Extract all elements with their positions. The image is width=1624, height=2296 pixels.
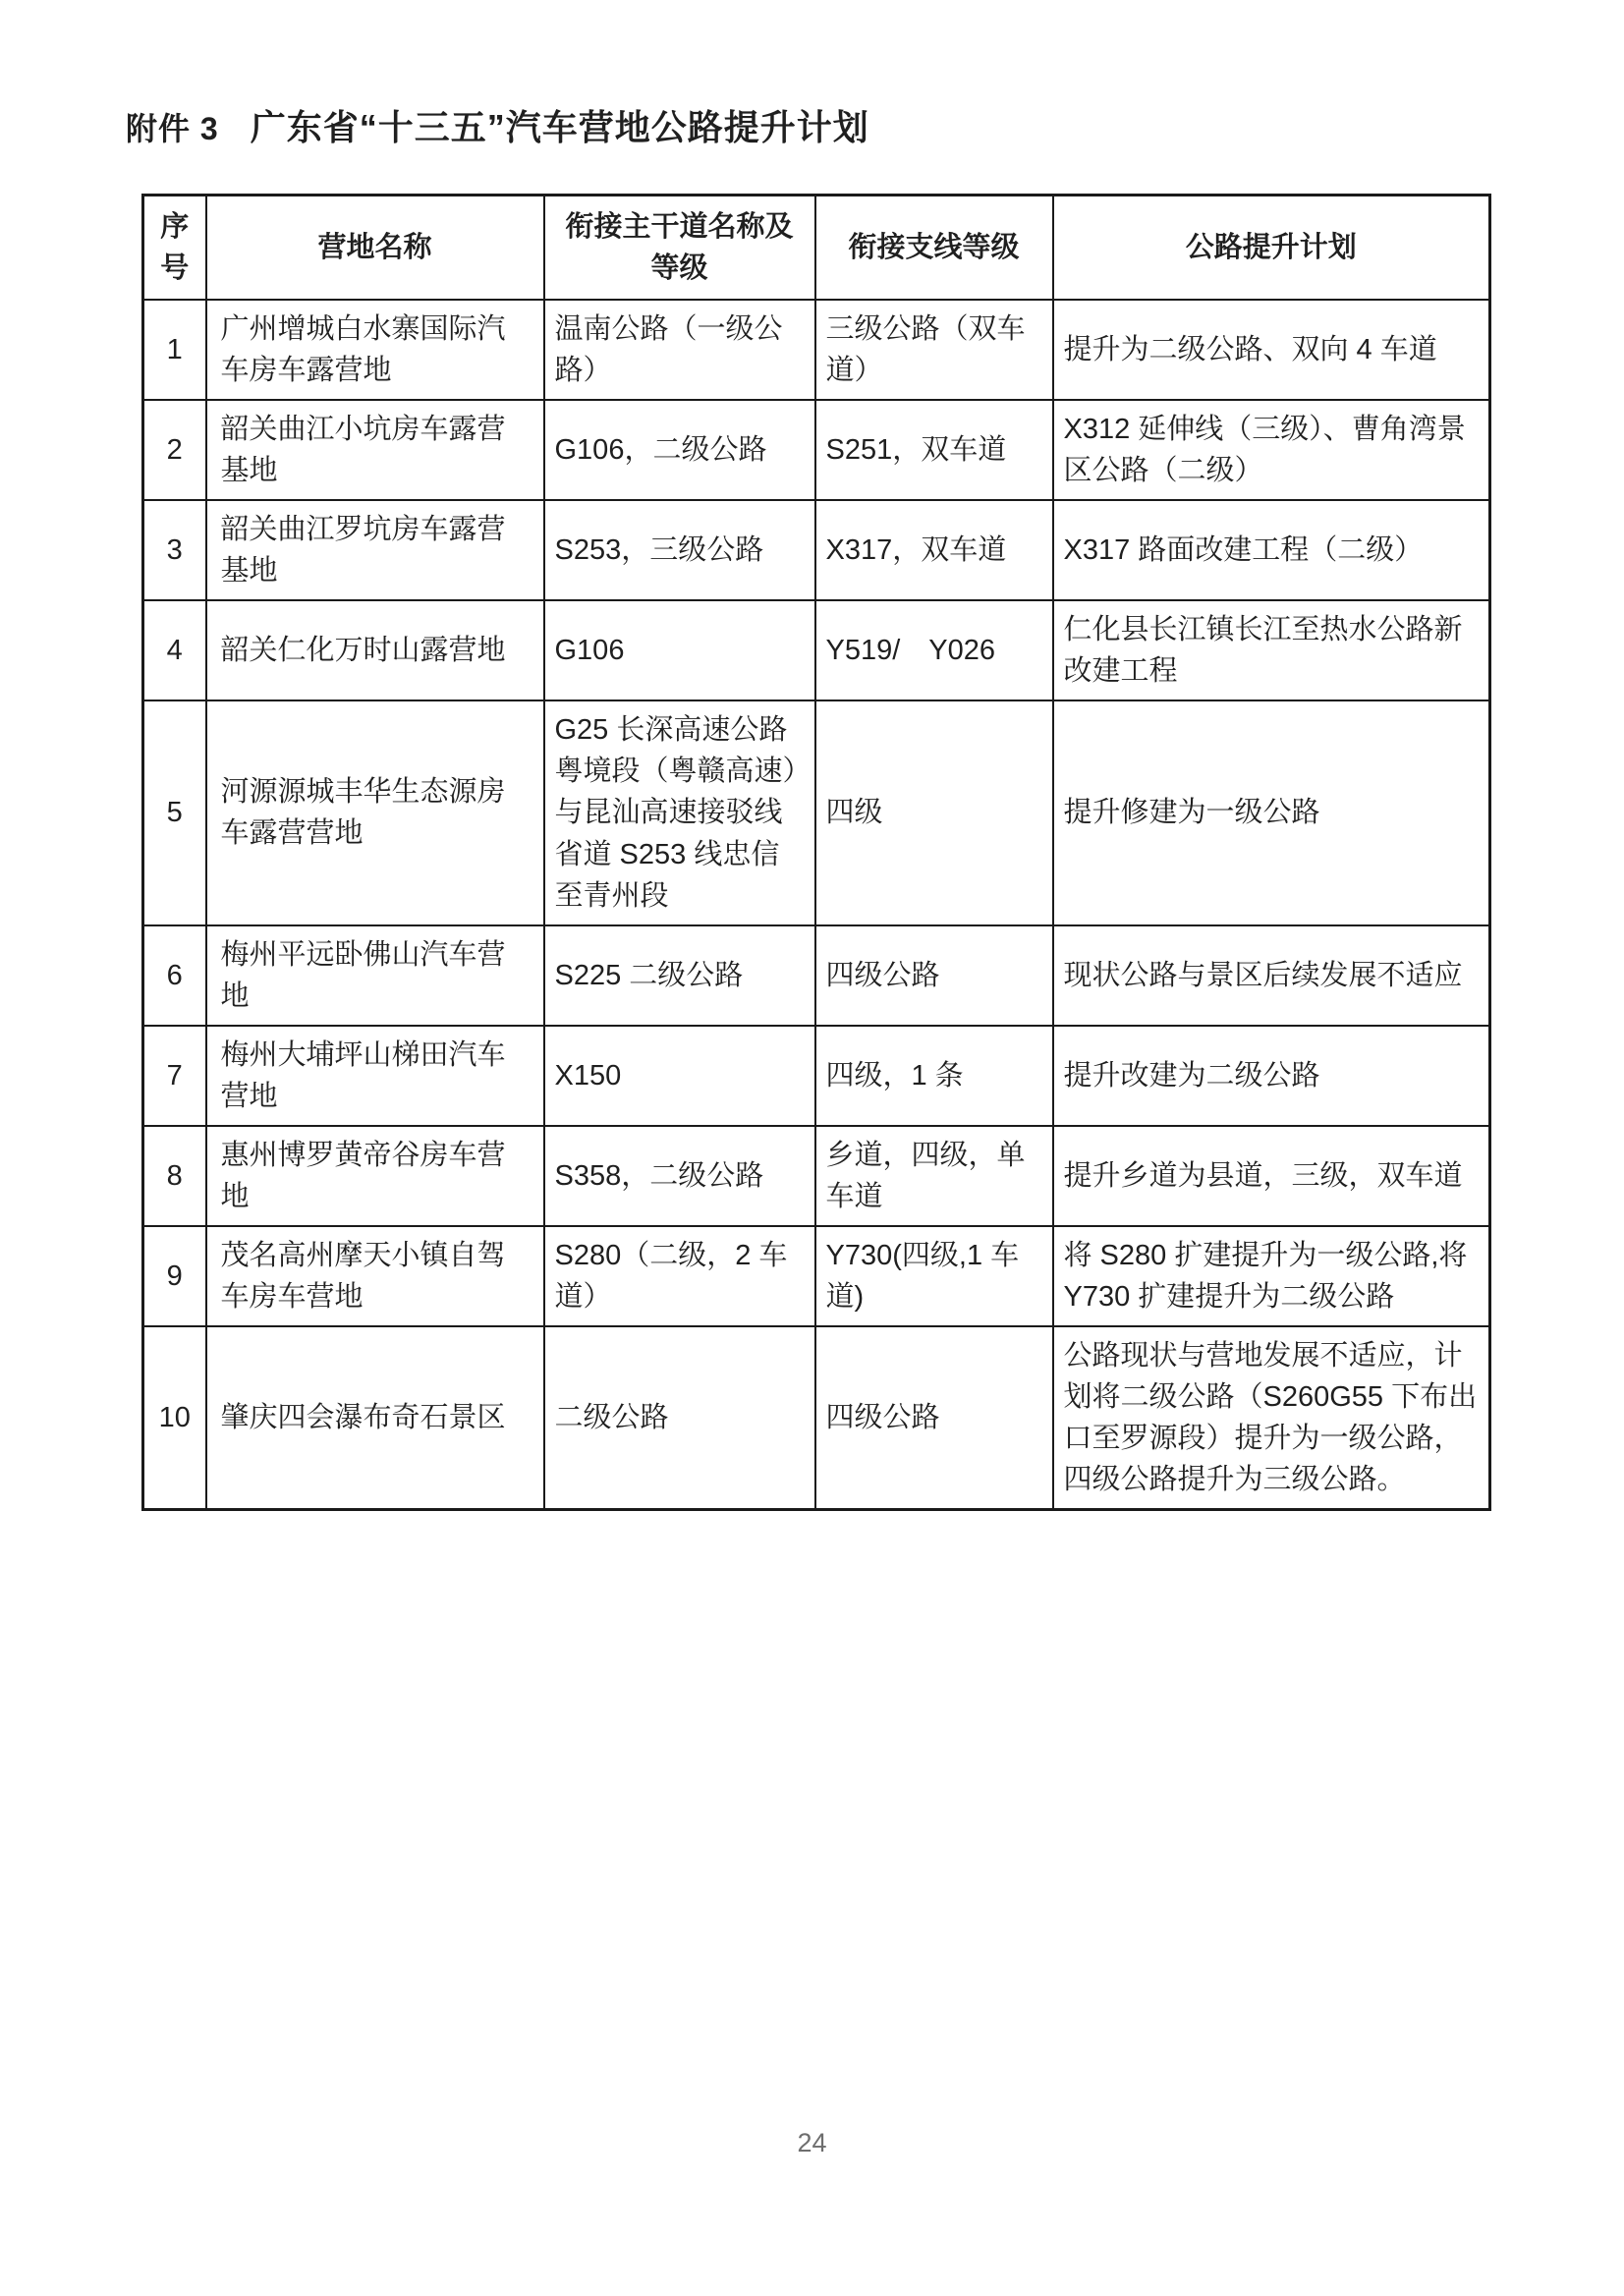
table-row [143,600,1490,700]
table-header-row [143,196,1490,301]
cell-main-road: G106，二级公路 [544,400,815,500]
table-row [143,1226,1490,1326]
cell-upgrade-plan: 提升修建为一级公路 [1053,700,1490,924]
cell-branch-grade: 三级公路（双车道） [815,300,1053,400]
table-row [143,700,1490,924]
cell-branch-grade: Y730(四级,1 车道) [815,1226,1053,1326]
header-camp-name: 营地名称 [206,196,544,301]
cell-serial-number: 8 [143,1126,206,1226]
cell-camp-name: 韶关曲江小坑房车露营基地 [206,400,544,500]
cell-upgrade-plan: 提升为二级公路、双向 4 车道 [1053,300,1490,400]
road-upgrade-plan-table [141,194,1491,1511]
cell-camp-name: 惠州博罗黄帝谷房车营地 [206,1126,544,1226]
cell-camp-name: 广州增城白水寨国际汽车房车露营地 [206,300,544,400]
cell-main-road: S358，二级公路 [544,1126,815,1226]
cell-camp-name: 肇庆四会瀑布奇石景区 [206,1326,544,1510]
cell-main-road: G25 长深高速公路粤境段（粤赣高速）与昆汕高速接驳线省道 S253 线忠信至青州段 [544,700,815,924]
cell-main-road: G106 [544,600,815,700]
cell-branch-grade: 乡道，四级，单车道 [815,1126,1053,1226]
cell-serial-number: 1 [143,300,206,400]
table-row [143,400,1490,500]
cell-serial-number: 10 [143,1326,206,1510]
cell-main-road: S280（二级，2 车道） [544,1226,815,1326]
table-row [143,300,1490,400]
cell-upgrade-plan: 现状公路与景区后续发展不适应 [1053,925,1490,1026]
cell-camp-name: 韶关仁化万时山露营地 [206,600,544,700]
cell-upgrade-plan: 将 S280 扩建提升为一级公路,将 Y730 扩建提升为二级公路 [1053,1226,1490,1326]
table-row [143,1026,1490,1126]
header-upgrade-plan: 公路提升计划 [1053,196,1490,301]
cell-branch-grade: 四级公路 [815,925,1053,1026]
cell-main-road: 二级公路 [544,1326,815,1510]
cell-serial-number: 9 [143,1226,206,1326]
page-number: 24 [797,2128,827,2157]
cell-serial-number: 7 [143,1026,206,1126]
cell-serial-number: 4 [143,600,206,700]
cell-camp-name: 茂名高州摩天小镇自驾车房车营地 [206,1226,544,1326]
cell-camp-name: 梅州平远卧佛山汽车营地 [206,925,544,1026]
cell-serial-number: 5 [143,700,206,924]
cell-camp-name: 韶关曲江罗坑房车露营基地 [206,500,544,600]
cell-serial-number: 2 [143,400,206,500]
cell-branch-grade: 四级 [815,700,1053,924]
cell-branch-grade: X317，双车道 [815,500,1053,600]
table-row [143,1326,1490,1510]
cell-upgrade-plan: 公路现状与营地发展不适应，计划将二级公路（S260G55 下布出口至罗源段）提升为一级公路，四级公路提升为三级公路。 [1053,1326,1490,1510]
table-header [143,196,1490,301]
header-branch-grade: 衔接支线等级 [815,196,1053,301]
cell-branch-grade: 四级，1 条 [815,1026,1053,1126]
cell-main-road: 温南公路（一级公路） [544,300,815,400]
cell-upgrade-plan: 提升改建为二级公路 [1053,1026,1490,1126]
cell-branch-grade: Y519/ Y026 [815,600,1053,700]
cell-serial-number: 6 [143,925,206,1026]
cell-upgrade-plan: X312 延伸线（三级）、曹角湾景区公路（二级） [1053,400,1490,500]
cell-upgrade-plan: 提升乡道为县道，三级，双车道 [1053,1126,1490,1226]
page-title [126,100,1624,150]
cell-camp-name: 河源源城丰华生态源房车露营营地 [206,700,544,924]
cell-main-road: S225 二级公路 [544,925,815,1026]
header-main-road: 衔接主干道名称及等级 [544,196,815,301]
cell-main-road: S253，三级公路 [544,500,815,600]
table-row [143,500,1490,600]
cell-main-road: X150 [544,1026,815,1126]
page-title-text: 广东省“十三五”汽车营地公路提升计划 [250,107,869,147]
table-row [143,925,1490,1026]
table-row [143,1126,1490,1226]
cell-branch-grade: 四级公路 [815,1326,1053,1510]
cell-upgrade-plan: 仁化县长江镇长江至热水公路新改建工程 [1053,600,1490,700]
table-body [143,300,1490,1510]
cell-upgrade-plan: X317 路面改建工程（二级） [1053,500,1490,600]
header-serial-number: 序号 [143,196,206,301]
cell-branch-grade: S251，双车道 [815,400,1053,500]
attachment-label: 附件 3 [126,111,219,146]
cell-camp-name: 梅州大埔坪山梯田汽车营地 [206,1026,544,1126]
cell-serial-number: 3 [143,500,206,600]
